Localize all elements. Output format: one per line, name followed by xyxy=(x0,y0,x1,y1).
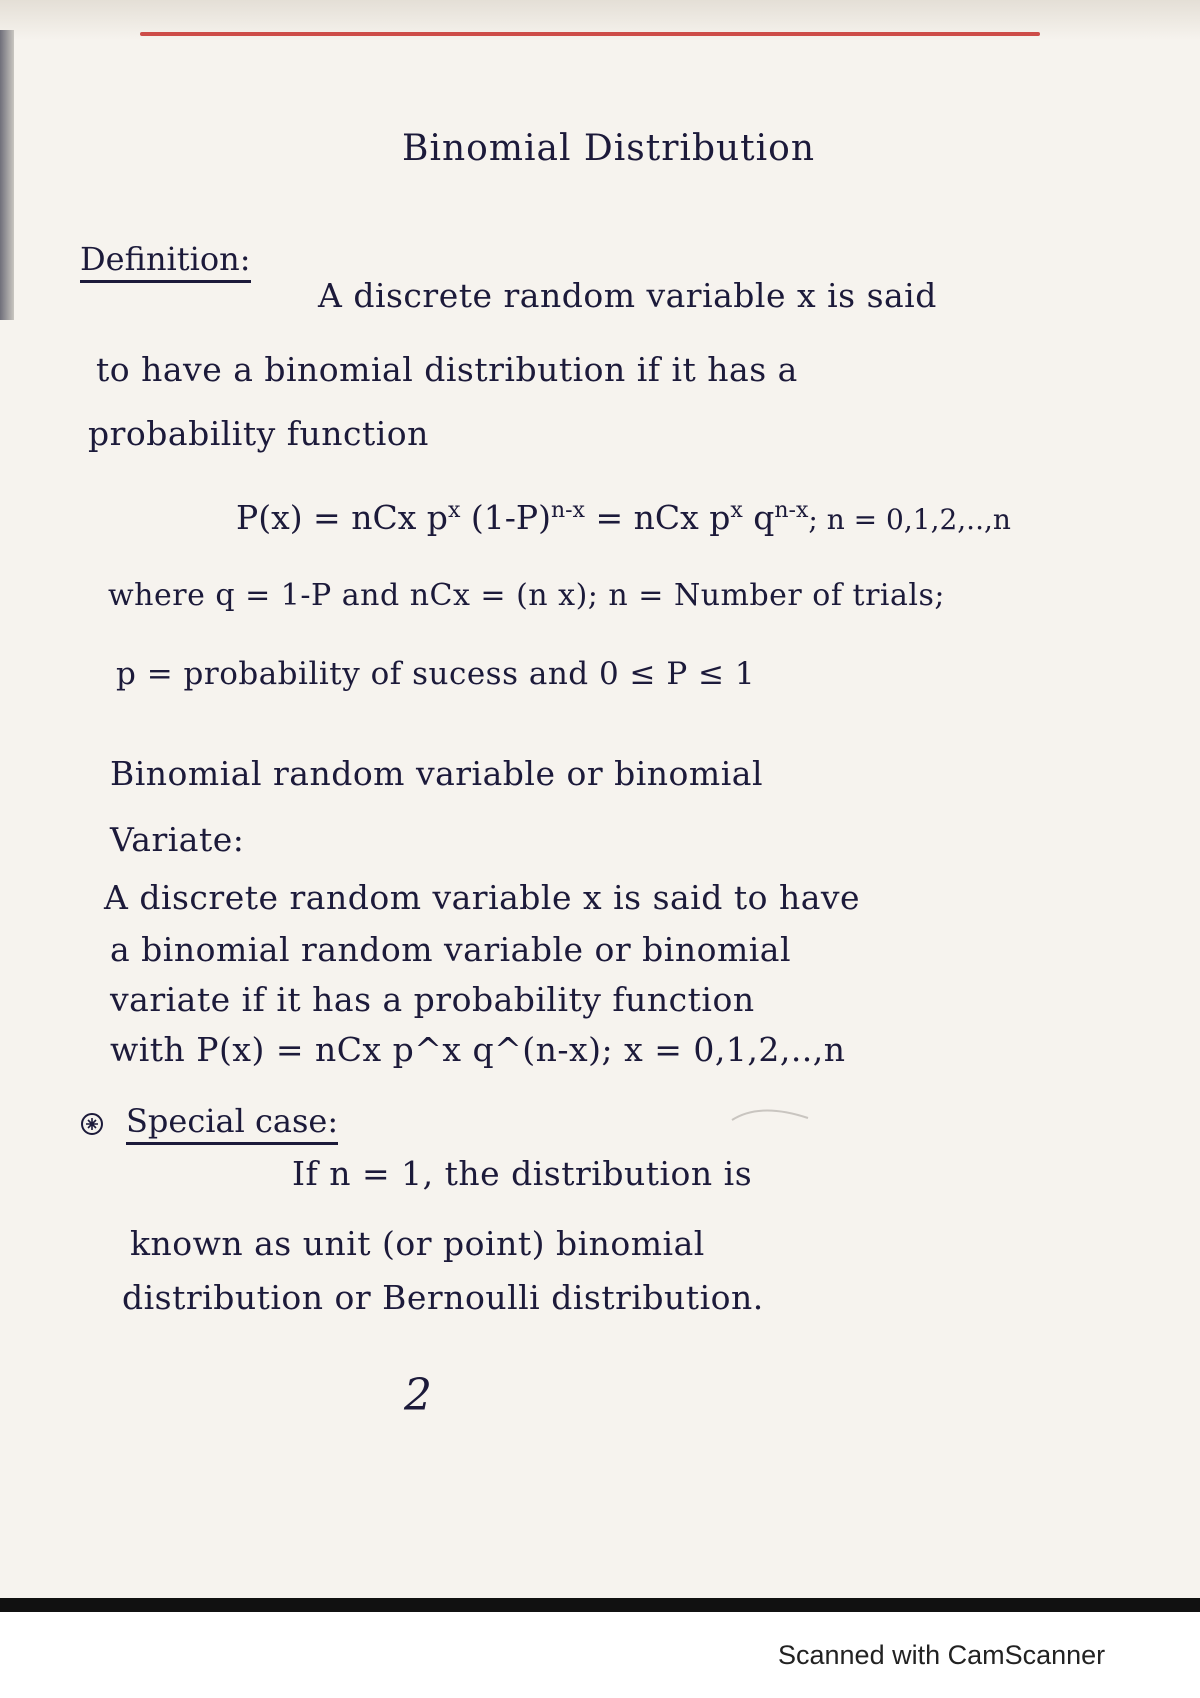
where-line: where q = 1-P and nCx = (n x); n = Number of trials; xyxy=(108,578,945,613)
scanner-watermark: Scanned with CamScanner xyxy=(778,1640,1106,1670)
formula-term1-rest-exp: n-x xyxy=(550,498,585,523)
formula-range: ; n = 0,1,2,..,n xyxy=(808,503,1011,536)
variate-heading-1: Binomial random variable or binomial xyxy=(110,754,763,793)
formula-term2-exp: x xyxy=(730,498,743,523)
binomial-formula xyxy=(236,498,1011,537)
ink-mark xyxy=(730,1100,810,1130)
binding-strip xyxy=(0,30,14,320)
formula-term2: nCx p xyxy=(633,498,731,537)
definition-line-3: probability function xyxy=(88,414,429,453)
special-case-line-2: known as unit (or point) binomial xyxy=(130,1224,705,1263)
special-case-line-3: distribution or Bernoulli distribution. xyxy=(122,1278,764,1317)
formula-term2-q: q xyxy=(742,498,775,537)
special-case-heading: Special case: xyxy=(126,1102,338,1145)
definition-line-1: A discrete random variable x is said xyxy=(318,276,937,315)
variate-heading-2: Variate: xyxy=(110,820,245,859)
page-title: Binomial Distribution xyxy=(402,128,816,169)
variate-line-2: a binomial random variable or binomial xyxy=(110,930,792,969)
variate-line-4: with P(x) = nCx p^x q^(n-x); x = 0,1,2,..,n xyxy=(110,1030,846,1069)
page-number: 2 xyxy=(404,1370,432,1421)
special-case-line-1: If n = 1, the distribution is xyxy=(292,1154,753,1193)
definition-heading: Definition: xyxy=(80,240,251,283)
formula-term1-exp: x xyxy=(447,498,461,523)
variate-line-1: A discrete random variable x is said to have xyxy=(104,878,861,917)
formula-lhs: P(x) = xyxy=(236,498,352,537)
formula-term1-rest: (1-P) xyxy=(460,498,551,537)
page-bottom-edge xyxy=(0,1598,1200,1612)
formula-term1: nCx p xyxy=(351,498,448,537)
red-margin-rule xyxy=(140,32,1040,36)
probability-line: p = probability of sucess and 0 ≤ P ≤ 1 xyxy=(116,656,756,692)
formula-term2-q-exp: n-x xyxy=(774,498,809,523)
definition-line-2: to have a binomial distribution if it has a xyxy=(96,350,798,389)
asterisk-circle-icon xyxy=(80,1112,104,1136)
variate-line-3: variate if it has a probability function xyxy=(110,980,755,1019)
formula-eq: = xyxy=(584,498,634,537)
